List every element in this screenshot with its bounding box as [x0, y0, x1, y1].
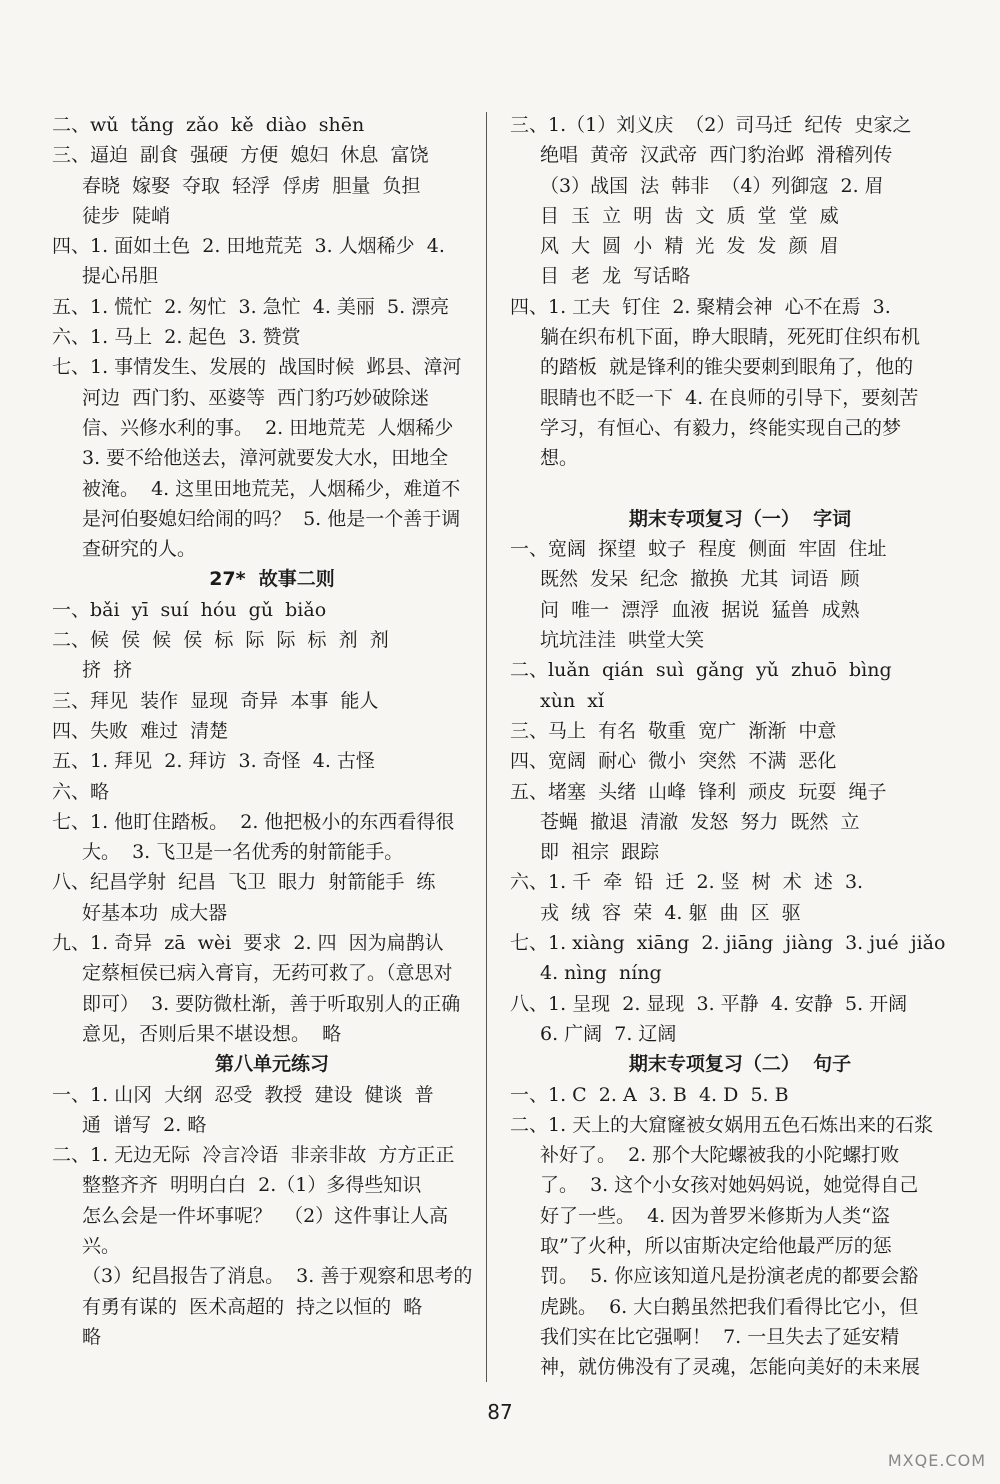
answer-line: 眼睛也不眨一下 4. 在良师的引导下，要刻苦 [540, 386, 919, 409]
answer-line: 三、马上 有名 敬重 宽广 渐渐 中意 [510, 719, 837, 742]
answer-line: 五、堵塞 头绪 山峰 锋利 顽皮 玩耍 绳子 [510, 780, 887, 803]
answer-line: 六、1. 马上 2. 起色 3. 赞赏 [52, 326, 301, 349]
left-column [52, 110, 492, 1352]
answer-line: 被淹。 4. 这里田地荒芜，人烟稀少，难道不 [82, 477, 461, 500]
section-heading: 27* 故事二则 [209, 568, 335, 591]
answer-line: 五、1. 拜见 2. 拜访 3. 奇怪 4. 古怪 [52, 750, 375, 773]
answer-line: 戎 绒 容 荣 4. 躯 曲 区 驱 [540, 901, 801, 924]
answer-line: 八、纪昌学射 纪昌 飞卫 眼力 射箭能手 练 [52, 871, 436, 894]
answer-line: 了。 3. 这个小女孩对她妈妈说，她觉得自己 [540, 1174, 919, 1197]
answer-line: 春晓 嫁娶 夺取 轻浮 俘虏 胆量 负担 [82, 174, 421, 197]
answer-line: 补好了。 2. 那个大陀螺被我的小陀螺打败 [540, 1144, 900, 1167]
answer-line: 目 老 龙 写话略 [540, 265, 691, 288]
answer-line: 坑坑洼洼 哄堂大笑 [540, 629, 705, 652]
answer-line: 二、候 侯 候 侯 标 际 际 标 剂 剂 [52, 629, 389, 652]
section-heading: 第八单元练习 [214, 1053, 329, 1076]
answer-line: 整整齐齐 明明白白 2.（1）多得些知识 [82, 1174, 422, 1197]
answer-line [510, 474, 970, 504]
answer-line: 既然 发呆 纪念 撤换 尤其 词语 顾 [540, 568, 860, 591]
answer-line: 是河伯娶媳妇给闹的吗？ 5. 他是一个善于调 [82, 507, 461, 530]
answer-line: 兴。 [82, 1234, 121, 1257]
answer-line: 好了一些。 4. 因为普罗米修斯为人类“盗 [540, 1204, 890, 1227]
answer-line: 八、1. 呈现 2. 显现 3. 平静 4. 安静 5. 开阔 [510, 992, 908, 1015]
answer-line: 七、1. 事情发生、发展的 战国时候 邺县、漳河 [52, 356, 462, 379]
answer-line: xùn xǐ [540, 689, 605, 712]
answer-line: 六、1. 千 牵 铅 迁 2. 竖 树 术 述 3. [510, 871, 864, 894]
column-divider [486, 112, 487, 1382]
answer-line: 四、失败 难过 清楚 [52, 719, 229, 742]
answer-line: 六、略 [52, 780, 110, 803]
answer-line: 七、1. xiàng xiāng 2. jiāng jiàng 3. jué jiǎo [510, 932, 946, 955]
answer-line: 学习，有恒心、有毅力，终能实现自己的梦 [540, 416, 902, 439]
answer-line: 徒步 陡峭 [82, 204, 171, 227]
answer-line: 取”了火种，所以宙斯决定给他最严厉的惩 [540, 1234, 892, 1257]
answer-line: 大。 3. 飞卫是一名优秀的射箭能手。 [82, 841, 404, 864]
answer-line: 一、bǎi yī suí hóu gǔ biǎo [52, 598, 327, 621]
answer-line: 4. nìng níng [540, 962, 662, 985]
answer-line: 想。 [540, 447, 579, 470]
answer-line: 二、1. 天上的大窟窿被女娲用五色石炼出来的石浆 [510, 1113, 934, 1136]
answer-line: 查研究的人。 [82, 538, 197, 561]
watermark-logo: MXQE.COM [887, 1451, 986, 1470]
answer-line: 意见，否则后果不堪设想。 略 [82, 1022, 342, 1045]
answer-line: 即可） 3. 要防微杜渐，善于听取别人的正确 [82, 992, 461, 1015]
answer-line: 通 谱写 2. 略 [82, 1113, 207, 1136]
answer-line: 信、兴修水利的事。 2. 田地荒芜 人烟稀少 [82, 416, 454, 439]
answer-line: 怎么会是一件坏事呢？ （2）这件事让人高 [82, 1204, 449, 1227]
answer-line: 有勇有谋的 医术高超的 持之以恒的 略 [82, 1295, 423, 1318]
answer-line: 四、1. 工夫 钉住 2. 聚精会神 心不在焉 3. [510, 295, 891, 318]
answer-line: 的踏板 就是锋利的锥尖要刺到眼角了，他的 [540, 356, 914, 379]
answer-line: 二、luǎn qián suì gǎng yǔ zhuō bìng [510, 659, 892, 682]
answer-line: 二、wǔ tǎng zǎo kě diào shēn [52, 114, 365, 136]
answer-line: 躺在织布机下面，睁大眼睛，死死盯住织布机 [540, 326, 921, 349]
answer-line: 定蔡桓侯已病入膏肓，无药可救了。（意思对 [82, 962, 453, 985]
answer-line: 七、1. 他盯住踏板。 2. 他把极小的东西看得很 [52, 810, 455, 833]
answer-line: 三、逼迫 副食 强硬 方便 媳妇 休息 富饶 [52, 144, 429, 167]
answer-line: （3）纪昌报告了消息。 3. 善于观察和思考的 [82, 1265, 473, 1288]
answer-line: 罚。 5. 你应该知道凡是扮演老虎的都要会豁 [540, 1265, 919, 1288]
answer-line: 一、宽阔 探望 蚊子 程度 侧面 牢固 住址 [510, 538, 887, 561]
answer-line: 四、宽阔 耐心 微小 突然 不满 恶化 [510, 750, 837, 773]
answer-line: 略 [82, 1325, 102, 1348]
answer-line: 提心吊胆 [82, 265, 159, 288]
answer-line: 神，就仿佛没有了灵魂，怎能向美好的未来展 [540, 1356, 921, 1379]
answer-line: 四、1. 面如土色 2. 田地荒芜 3. 人烟稀少 4. [52, 235, 445, 258]
answer-line: 绝唱 黄帝 汉武帝 西门豹治邺 滑稽列传 [540, 144, 893, 167]
section-heading: 期末专项复习（一） 字词 [628, 507, 852, 530]
answer-line: 九、1. 奇异 zā wèi 要求 2. 四 因为扁鹊认 [52, 932, 444, 955]
answer-line: 河边 西门豹、巫婆等 西门豹巧妙破除迷 [82, 386, 430, 409]
right-column [510, 110, 970, 1382]
answer-line: 五、1. 慌忙 2. 匆忙 3. 急忙 4. 美丽 5. 漂亮 [52, 295, 450, 318]
answer-line: 即 祖宗 跟踪 [540, 841, 660, 864]
answer-line: 一、1. C 2. A 3. B 4. D 5. B [510, 1083, 789, 1106]
answer-line: 三、拜见 装作 显现 奇异 本事 能人 [52, 689, 379, 712]
page-number: 87 [487, 1400, 513, 1424]
answer-line: 目 玉 立 明 齿 文 质 堂 堂 威 [540, 204, 839, 227]
answer-line: 风 大 圆 小 精 光 发 发 颜 眉 [540, 235, 839, 258]
answer-line: 好基本功 成大器 [82, 901, 228, 924]
answer-line: 6. 广阔 7. 辽阔 [540, 1022, 677, 1045]
answer-line: 虎跳。 6. 大白鹅虽然把我们看得比它小，但 [540, 1295, 919, 1318]
answer-line: 一、1. 山冈 大纲 忍受 教授 建设 健谈 普 [52, 1083, 434, 1106]
answer-line: 二、1. 无边无际 冷言冷语 非亲非故 方方正正 [52, 1144, 455, 1167]
answer-line: 三、1.（1）刘义庆 （2）司马迁 纪传 史家之 [510, 114, 912, 136]
answer-line: （3）战国 法 韩非 （4）列御寇 2. 眉 [540, 174, 884, 197]
answer-line: 3. 要不给他送去，漳河就要发大水，田地全 [82, 447, 449, 470]
answer-line: 苍蝇 撤退 清澈 发怒 努力 既然 立 [540, 810, 860, 833]
answer-line: 问 唯一 漂浮 血液 据说 猛兽 成熟 [540, 598, 860, 621]
answer-line: 挤 挤 [82, 659, 133, 682]
answer-line: 我们实在比它强啊！ 7. 一旦失去了延安精 [540, 1325, 900, 1348]
section-heading: 期末专项复习（二） 句子 [628, 1053, 852, 1076]
